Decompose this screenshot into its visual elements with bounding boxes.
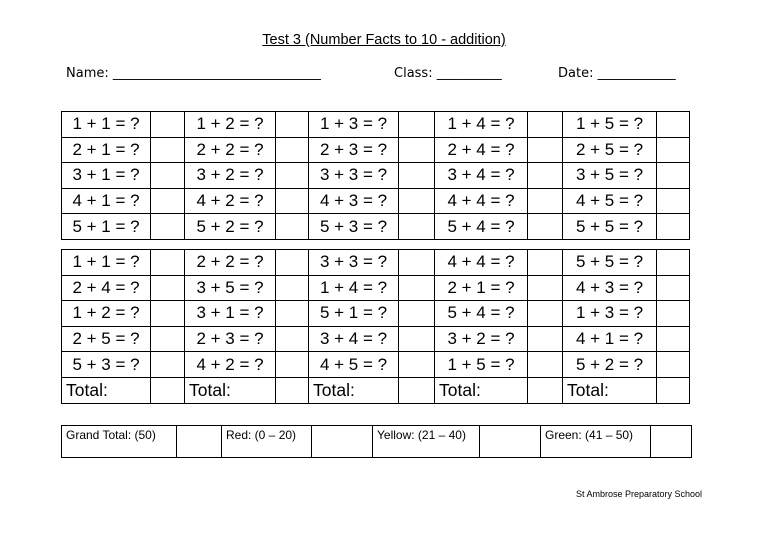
question-cell: 1 + 4 = ? [435, 112, 528, 138]
answer-box[interactable] [276, 137, 309, 163]
grand-total-label: Grand Total: (50) [62, 426, 177, 458]
question-cell: 2 + 5 = ? [563, 137, 657, 163]
answer-box[interactable] [276, 188, 309, 214]
question-cell: 1 + 2 = ? [62, 301, 151, 327]
total-box[interactable] [399, 377, 435, 403]
date-label: Date: [558, 66, 594, 81]
answer-box[interactable] [276, 352, 309, 378]
answer-box[interactable] [399, 275, 435, 301]
answer-box[interactable] [657, 112, 690, 138]
answer-box[interactable] [276, 214, 309, 240]
answer-box[interactable] [276, 301, 309, 327]
answer-box[interactable] [399, 301, 435, 327]
question-cell: 1 + 3 = ? [563, 301, 657, 327]
question-cell: 3 + 4 = ? [309, 326, 399, 352]
answer-box[interactable] [657, 163, 690, 189]
answer-box[interactable] [151, 112, 185, 138]
question-cell: 4 + 4 = ? [435, 250, 528, 276]
question-cell: 1 + 5 = ? [435, 352, 528, 378]
question-cell: 1 + 2 = ? [185, 112, 276, 138]
question-cell: 4 + 2 = ? [185, 352, 276, 378]
answer-box[interactable] [399, 250, 435, 276]
question-cell: 3 + 2 = ? [185, 163, 276, 189]
answer-box[interactable] [399, 352, 435, 378]
question-cell: 4 + 1 = ? [62, 188, 151, 214]
table-row [62, 250, 690, 276]
total-box[interactable] [151, 377, 185, 403]
date-blank-line: ____________ [597, 66, 676, 81]
question-cell: 2 + 2 = ? [185, 250, 276, 276]
question-cell: 5 + 4 = ? [435, 214, 528, 240]
question-cell: 5 + 2 = ? [563, 352, 657, 378]
question-cell: 1 + 1 = ? [62, 112, 151, 138]
answer-box[interactable] [151, 137, 185, 163]
green-range-label: Green: (41 – 50) [541, 426, 651, 458]
question-cell: 1 + 4 = ? [309, 275, 399, 301]
answer-box[interactable] [528, 214, 563, 240]
answer-box[interactable] [657, 188, 690, 214]
question-cell: 2 + 4 = ? [62, 275, 151, 301]
name-field [66, 66, 321, 81]
answer-box[interactable] [276, 112, 309, 138]
name-blank-line: ________________________________ [112, 66, 321, 81]
table-row [62, 188, 690, 214]
answer-box[interactable] [151, 188, 185, 214]
table-row [62, 112, 690, 138]
question-cell: 2 + 3 = ? [309, 137, 399, 163]
answer-box[interactable] [151, 250, 185, 276]
answer-box[interactable] [399, 188, 435, 214]
question-cell: 3 + 2 = ? [435, 326, 528, 352]
answer-box[interactable] [528, 326, 563, 352]
total-box[interactable] [528, 377, 563, 403]
question-cell: 2 + 1 = ? [435, 275, 528, 301]
answer-box[interactable] [528, 137, 563, 163]
answer-box[interactable] [528, 275, 563, 301]
question-cell: 4 + 2 = ? [185, 188, 276, 214]
answer-box[interactable] [399, 214, 435, 240]
answer-box[interactable] [399, 163, 435, 189]
question-cell: 3 + 5 = ? [563, 163, 657, 189]
answer-box[interactable] [399, 137, 435, 163]
test-title: Test 3 (Number Facts to 10 - addition) [262, 32, 506, 48]
total-row [62, 377, 690, 403]
facts-table-sequential [61, 111, 690, 240]
question-cell: 2 + 5 = ? [62, 326, 151, 352]
answer-box[interactable] [151, 326, 185, 352]
score-legend-table [61, 425, 692, 458]
answer-box[interactable] [399, 112, 435, 138]
question-cell: 3 + 3 = ? [309, 163, 399, 189]
question-cell: 3 + 4 = ? [435, 163, 528, 189]
question-cell: 2 + 1 = ? [62, 137, 151, 163]
question-cell: 3 + 3 = ? [309, 250, 399, 276]
question-cell: 2 + 4 = ? [435, 137, 528, 163]
answer-box[interactable] [528, 250, 563, 276]
class-field [394, 66, 502, 81]
name-label: Name: [66, 66, 109, 81]
question-cell: 4 + 3 = ? [563, 275, 657, 301]
question-cell: 5 + 1 = ? [62, 214, 151, 240]
total-box[interactable] [657, 377, 690, 403]
question-cell: 2 + 3 = ? [185, 326, 276, 352]
facts-table-mixed [61, 249, 690, 404]
table-row [62, 214, 690, 240]
answer-box[interactable] [276, 163, 309, 189]
answer-box[interactable] [657, 275, 690, 301]
table-row [62, 326, 690, 352]
table-row [62, 163, 690, 189]
total-label: Total: [563, 377, 657, 403]
question-cell: 5 + 5 = ? [563, 214, 657, 240]
question-cell: 3 + 5 = ? [185, 275, 276, 301]
red-range-label: Red: (0 – 20) [222, 426, 312, 458]
school-name: St Ambrose Preparatory School [575, 489, 702, 499]
answer-box[interactable] [151, 352, 185, 378]
grand-total-box[interactable] [177, 426, 222, 458]
question-cell: 4 + 3 = ? [309, 188, 399, 214]
question-cell: 2 + 2 = ? [185, 137, 276, 163]
answer-box[interactable] [657, 137, 690, 163]
yellow-box[interactable] [480, 426, 541, 458]
question-cell: 5 + 3 = ? [62, 352, 151, 378]
table-row [62, 301, 690, 327]
answer-box[interactable] [276, 326, 309, 352]
question-cell: 3 + 1 = ? [185, 301, 276, 327]
answer-box[interactable] [151, 275, 185, 301]
answer-box[interactable] [151, 214, 185, 240]
total-label: Total: [309, 377, 399, 403]
total-label: Total: [185, 377, 276, 403]
total-label: Total: [435, 377, 528, 403]
answer-box[interactable] [399, 326, 435, 352]
question-cell: 5 + 3 = ? [309, 214, 399, 240]
answer-box[interactable] [528, 112, 563, 138]
answer-box[interactable] [528, 188, 563, 214]
question-cell: 4 + 4 = ? [435, 188, 528, 214]
answer-box[interactable] [528, 301, 563, 327]
answer-box[interactable] [657, 352, 690, 378]
answer-box[interactable] [276, 275, 309, 301]
answer-box[interactable] [151, 301, 185, 327]
table-row [62, 352, 690, 378]
class-label: Class: [394, 66, 433, 81]
answer-box[interactable] [276, 250, 309, 276]
question-cell: 1 + 1 = ? [62, 250, 151, 276]
answer-box[interactable] [657, 301, 690, 327]
answer-box[interactable] [528, 352, 563, 378]
question-cell: 1 + 3 = ? [309, 112, 399, 138]
question-cell: 5 + 2 = ? [185, 214, 276, 240]
answer-box[interactable] [657, 250, 690, 276]
question-cell: 1 + 5 = ? [563, 112, 657, 138]
total-box[interactable] [276, 377, 309, 403]
question-cell: 4 + 5 = ? [563, 188, 657, 214]
answer-box[interactable] [657, 214, 690, 240]
red-box[interactable] [312, 426, 373, 458]
question-cell: 5 + 1 = ? [309, 301, 399, 327]
total-label: Total: [62, 377, 151, 403]
class-blank-line: __________ [436, 66, 502, 81]
table-row [62, 275, 690, 301]
question-cell: 3 + 1 = ? [62, 163, 151, 189]
date-field [558, 66, 676, 81]
green-box[interactable] [651, 426, 692, 458]
question-cell: 5 + 5 = ? [563, 250, 657, 276]
yellow-range-label: Yellow: (21 – 40) [373, 426, 480, 458]
answer-box[interactable] [151, 163, 185, 189]
question-cell: 5 + 4 = ? [435, 301, 528, 327]
question-cell: 4 + 5 = ? [309, 352, 399, 378]
answer-box[interactable] [528, 163, 563, 189]
answer-box[interactable] [657, 326, 690, 352]
table-row [62, 137, 690, 163]
question-cell: 4 + 1 = ? [563, 326, 657, 352]
